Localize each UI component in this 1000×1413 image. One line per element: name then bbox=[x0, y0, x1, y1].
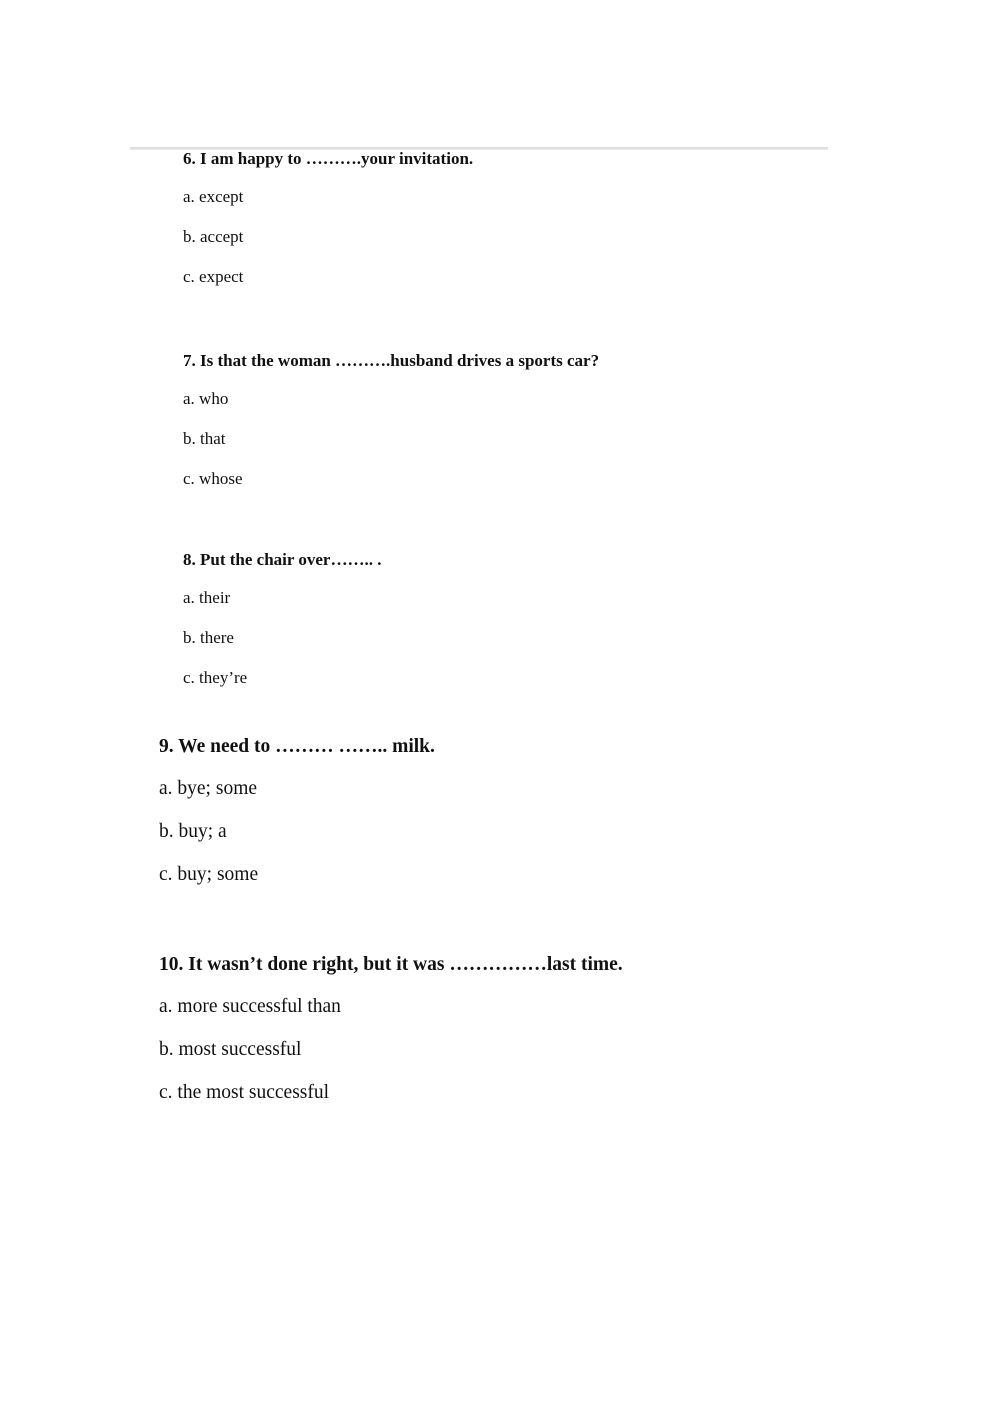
option-c: c. the most successful bbox=[159, 1082, 330, 1103]
question-prompt: 8. Put the chair over…….. . bbox=[183, 550, 382, 569]
option-a: a. except bbox=[183, 187, 244, 206]
question-prompt: 10. It wasn’t done right, but it was ……………last time. bbox=[159, 954, 623, 975]
question-9 bbox=[159, 736, 435, 886]
question-7 bbox=[183, 351, 599, 489]
option-b: b. buy; a bbox=[159, 821, 227, 842]
question-8 bbox=[183, 550, 381, 688]
option-b: b. accept bbox=[183, 227, 244, 246]
option-b: b. most successful bbox=[159, 1039, 302, 1060]
question-6 bbox=[183, 149, 473, 287]
option-c: c. expect bbox=[183, 267, 244, 286]
option-a: a. bye; some bbox=[159, 778, 258, 799]
question-prompt: 9. We need to ……… …….. milk. bbox=[159, 736, 435, 757]
option-a: a. their bbox=[183, 588, 231, 607]
option-b: b. there bbox=[183, 628, 234, 647]
question-prompt: 7. Is that the woman ……….husband drives a sports car? bbox=[183, 351, 600, 370]
option-c: c. buy; some bbox=[159, 864, 259, 885]
option-c: c. whose bbox=[183, 469, 243, 488]
option-c: c. they’re bbox=[183, 668, 248, 687]
option-b: b. that bbox=[183, 429, 226, 448]
question-10 bbox=[159, 954, 623, 1104]
option-a: a. more successful than bbox=[159, 996, 341, 1017]
question-prompt: 6. I am happy to ……….your invitation. bbox=[183, 149, 474, 168]
option-a: a. who bbox=[183, 389, 229, 408]
